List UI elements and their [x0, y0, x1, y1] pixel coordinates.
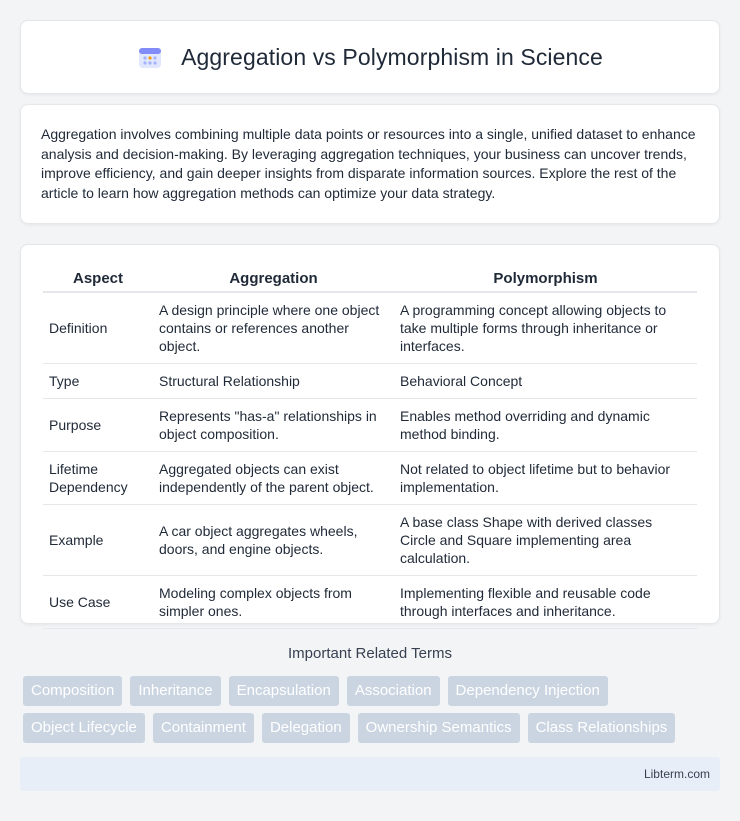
intro-card	[20, 104, 720, 224]
cell-aspect: Definition	[43, 293, 153, 364]
header-card	[20, 20, 720, 94]
tag-encapsulation[interactable]: Encapsulation	[229, 676, 339, 706]
comparison-table-card	[20, 244, 720, 624]
tag-association[interactable]: Association	[347, 676, 440, 706]
cell-aggregation: A design principle where one object contains or references another object.	[153, 293, 394, 364]
table-row	[43, 364, 697, 399]
tag-delegation[interactable]: Delegation	[262, 713, 350, 743]
table-row	[43, 505, 697, 576]
cell-aggregation: A car object aggregates wheels, doors, and engine objects.	[153, 505, 394, 576]
tag-inheritance[interactable]: Inheritance	[130, 676, 220, 706]
cell-polymorphism: Implementing flexible and reusable code through interfaces and inheritance.	[394, 576, 697, 629]
cell-polymorphism: Enables method overriding and dynamic method binding.	[394, 399, 697, 452]
calendar-icon	[137, 44, 163, 70]
footer-site-link[interactable]: Libterm.com	[643, 767, 710, 781]
tag-dependency-injection[interactable]: Dependency Injection	[448, 676, 608, 706]
cell-aggregation: Modeling complex objects from simpler ones.	[153, 576, 394, 629]
cell-aspect: Purpose	[43, 399, 153, 452]
cell-aspect: Type	[43, 364, 153, 399]
tag-class-relationships[interactable]: Class Relationships	[528, 713, 676, 743]
cell-aggregation: Represents "has-a" relationships in object composition.	[153, 399, 394, 452]
header-aggregation: Aggregation	[153, 265, 394, 293]
tag-object-lifecycle[interactable]: Object Lifecycle	[23, 713, 145, 743]
tag-composition[interactable]: Composition	[23, 676, 122, 706]
related-terms-tags	[23, 676, 723, 743]
cell-polymorphism: A base class Shape with derived classes Circle and Square implementing area calculation.	[394, 505, 697, 576]
cell-aspect: Example	[43, 505, 153, 576]
cell-polymorphism: A programming concept allowing objects to take multiple forms through inheritance or interfaces.	[394, 293, 697, 364]
tag-ownership-semantics[interactable]: Ownership Semantics	[358, 713, 520, 743]
cell-aspect: Use Case	[43, 576, 153, 629]
table-row	[43, 293, 697, 364]
tag-containment[interactable]: Containment	[153, 713, 254, 743]
table-row	[43, 399, 697, 452]
header-aspect: Aspect	[43, 265, 153, 293]
table-row	[43, 452, 697, 505]
intro-paragraph: Aggregation involves combining multiple data points or resources into a single, unified dataset to enhance analysis and decision-making. By leveraging aggregation techniques, your business can uncover trends, improve efficiency, and gain deeper insights from disparate information sources. Explore the rest of the article to learn how aggregation methods can optimize your data strategy.	[41, 126, 696, 201]
table-row	[43, 576, 697, 629]
cell-polymorphism: Not related to object lifetime but to behavior implementation.	[394, 452, 697, 505]
cell-polymorphism: Behavioral Concept	[394, 364, 697, 399]
header-polymorphism: Polymorphism	[394, 265, 697, 293]
related-terms-title: Important Related Terms	[288, 645, 452, 662]
cell-aggregation: Structural Relationship	[153, 364, 394, 399]
cell-aggregation: Aggregated objects can exist independently of the parent object.	[153, 452, 394, 505]
table-header-row	[43, 265, 697, 293]
cell-aspect: Lifetime Dependency	[43, 452, 153, 505]
page-title: Aggregation vs Polymorphism in Science	[181, 43, 603, 70]
comparison-table	[43, 265, 697, 629]
footer	[20, 757, 720, 791]
